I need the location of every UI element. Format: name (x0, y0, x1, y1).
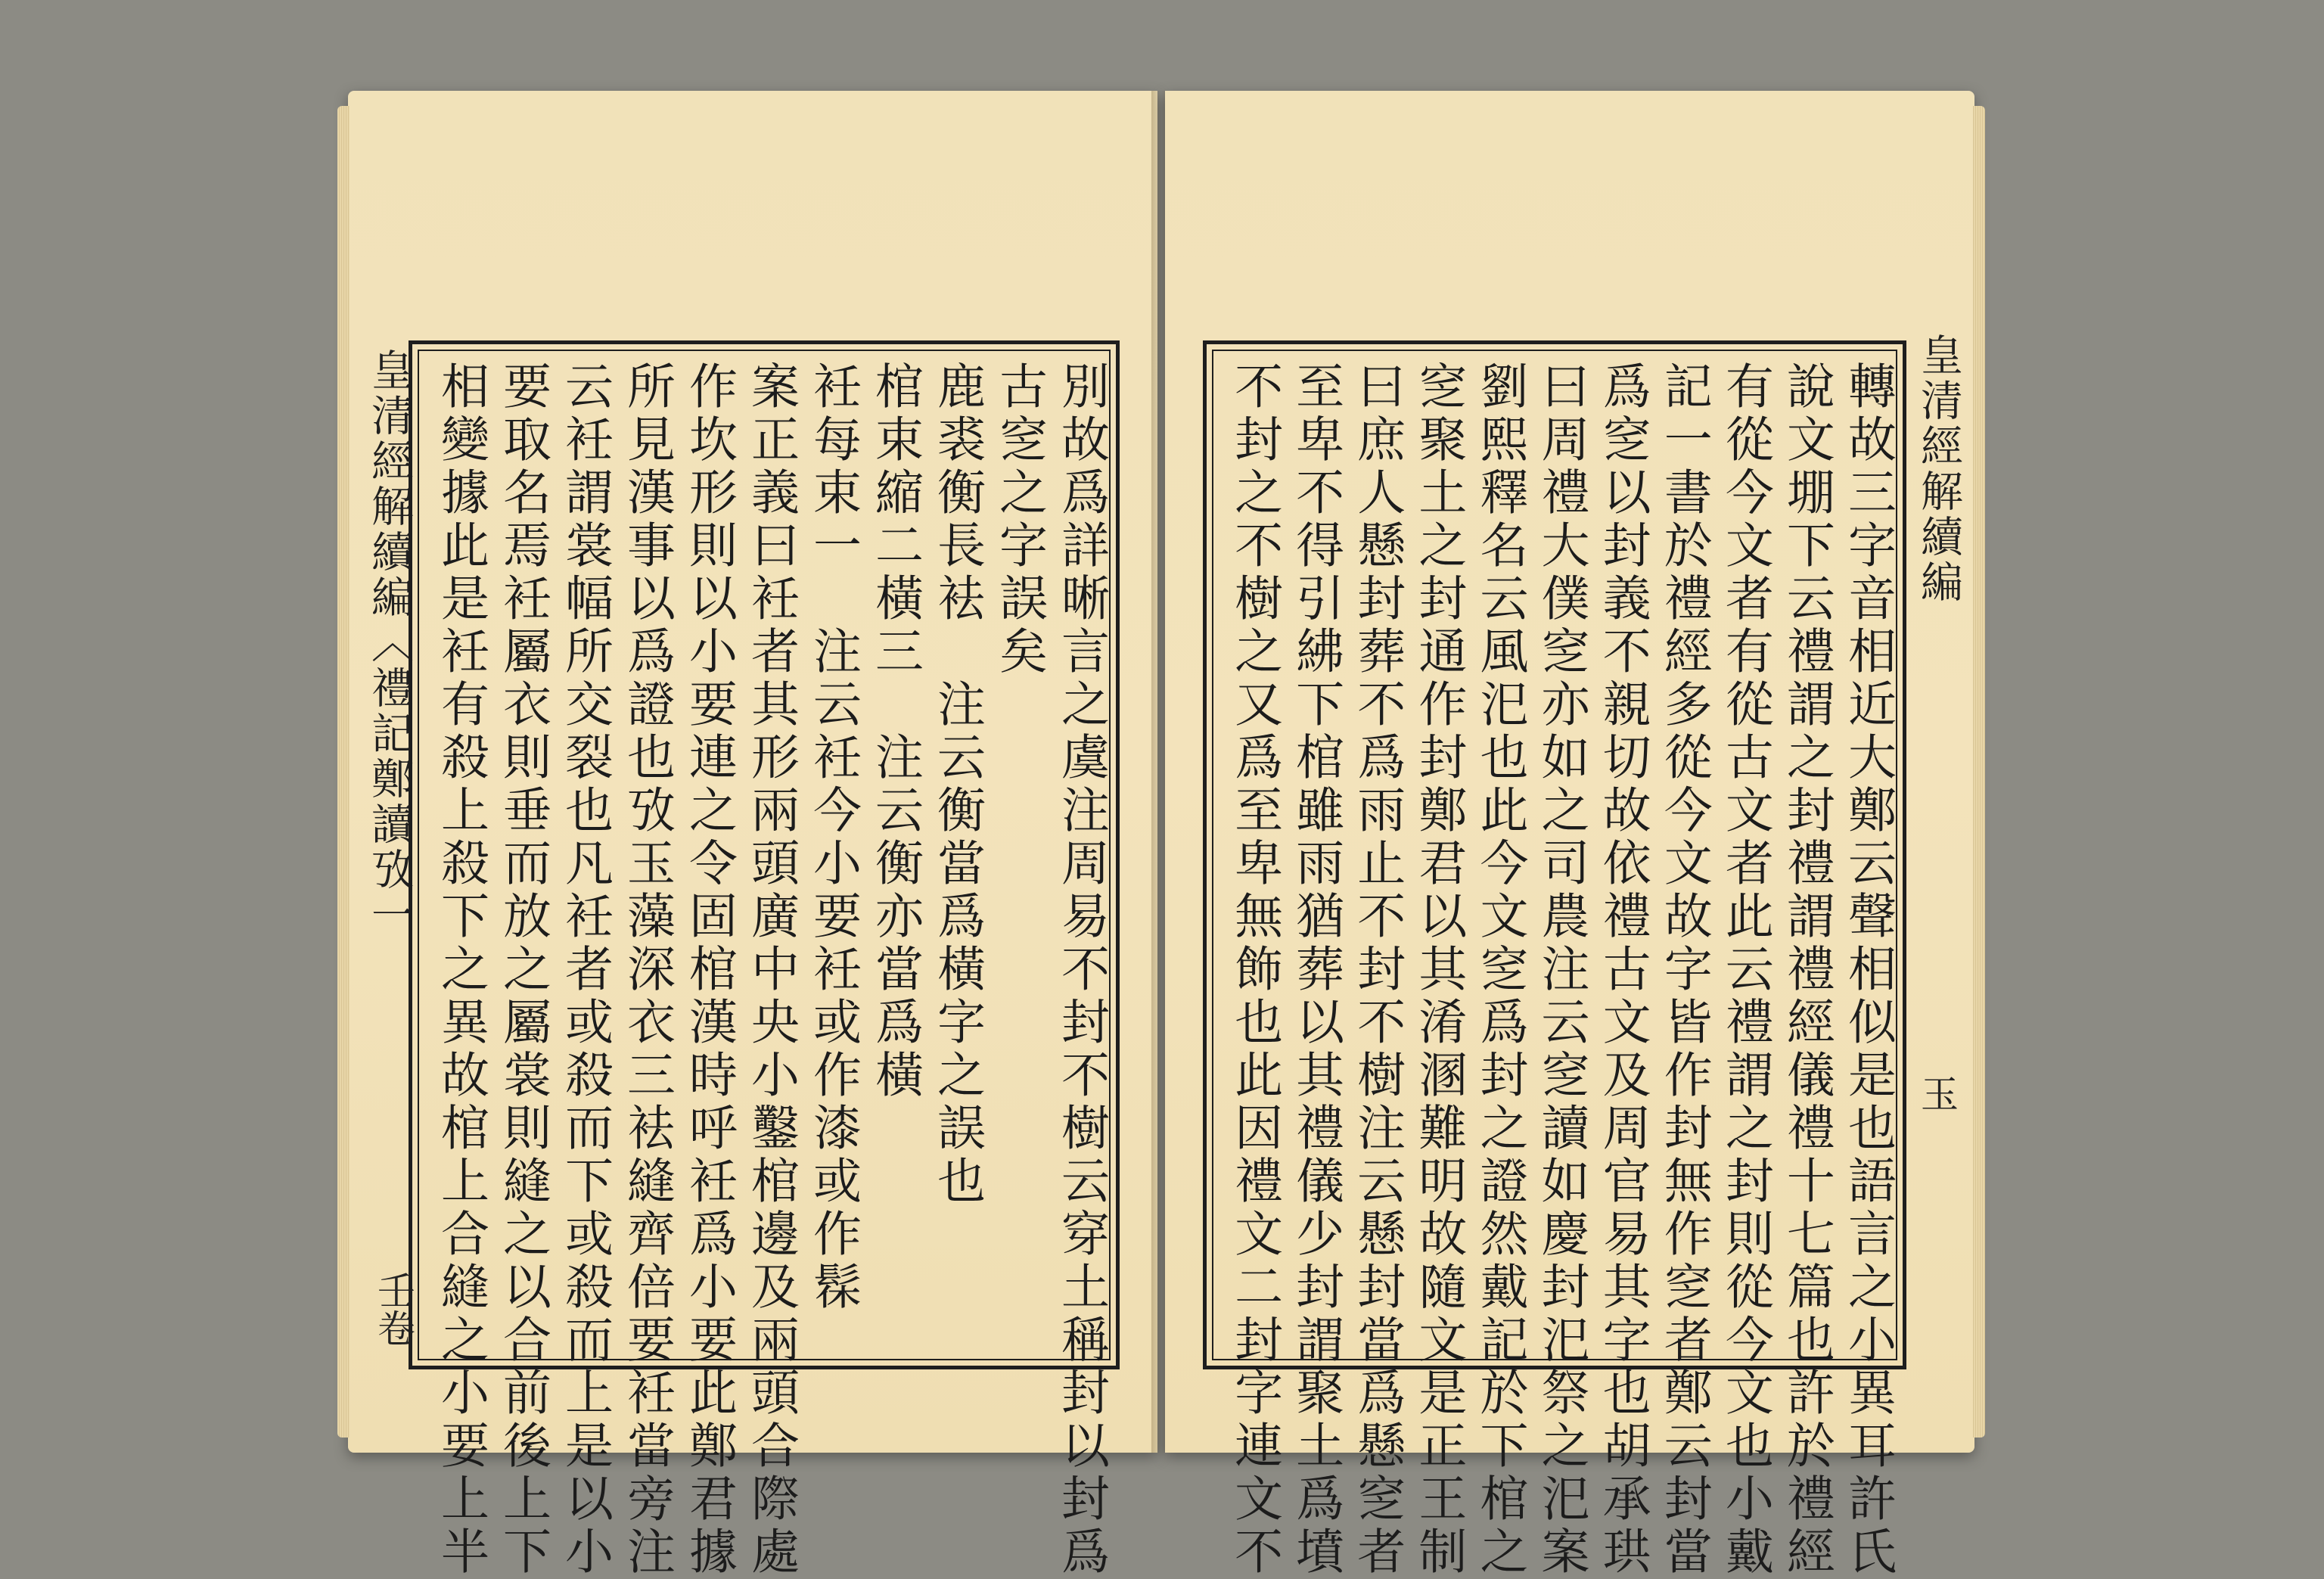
right-folio: 玉 (1915, 1074, 1959, 1112)
text-column: 鹿裘衡長袪 注云衡當爲橫字之誤也 (929, 361, 985, 1208)
text-column: 古窆之字誤矣 (991, 361, 1047, 679)
text-column: 所見漢事以爲證也攷玉藻深衣三袪縫齊倍要衽當旁注 (619, 361, 675, 1579)
right-text-frame (1203, 340, 1906, 1579)
right-columns (1217, 361, 1896, 1579)
fish-tail-mark: 〈 (365, 620, 414, 666)
text-column: 爲窆以封義不親切故依禮古文及周官易其字也胡承珙 (1594, 361, 1651, 1579)
left-text-frame (409, 340, 1120, 1579)
left-columns (423, 361, 1109, 1579)
left-folio: 壬卷 (371, 1271, 415, 1347)
text-column: 案正義曰衽者其形兩頭廣中央小鑿棺邊及兩頭合際處 (743, 361, 799, 1579)
right-margin-title: 皇清經解續編 (1914, 333, 1963, 605)
text-column: 衽每束一 注云衽今小要衽或作漆或作髹 (805, 361, 861, 1314)
text-column: 有從今文者有從古文者此云禮謂之封則從今文也小戴 (1717, 361, 1773, 1579)
text-column: 云衽謂裳幅所交裂也凡衽者或殺而下或殺而上是以小 (557, 361, 613, 1579)
text-column: 至卑不得引紼下棺雖雨猶葬以其禮儀少封謂聚土爲墳 (1288, 361, 1344, 1579)
text-column: 說文堋下云禮謂之封禮謂禮經儀禮十七篇也許於禮經 (1778, 361, 1835, 1579)
text-column: 記一書於禮經多從今文故字皆作封無作窆者鄭云封當 (1655, 361, 1712, 1579)
text-column: 相變據此是衽有殺上殺下之異故棺上合縫之小要上半 (433, 361, 489, 1579)
text-column: 要取名焉衽屬衣則垂而放之屬裳則縫之以合前後上下 (495, 361, 551, 1579)
text-column: 曰庶人懸封葬不爲雨止不封不樹注云懸封當爲懸窆者 (1349, 361, 1406, 1579)
text-column: 曰周禮大僕窆亦如之司農注云窆讀如慶封汜祭之汜案 (1533, 361, 1589, 1579)
text-column: 轉故三字音相近大鄭云聲相似是也語言之小異耳許氏 (1840, 361, 1896, 1579)
text-column: 別故爲詳晰言之虞注周易不封不樹云穿土稱封以封爲 (1053, 361, 1109, 1579)
text-column: 棺束縮二橫三 注云衡亦當爲橫 (867, 361, 923, 1102)
left-page (348, 91, 1157, 1579)
text-column: 不封之不樹之又爲至卑無飾也此因禮文二封字連文不 (1226, 361, 1283, 1579)
text-column: 劉熙釋名云風汜也此今文窆爲封之證然戴記於下棺之 (1471, 361, 1528, 1579)
open-book (348, 91, 1974, 1579)
text-column: 窆聚土之封通作封鄭君以其淆溷難明故隨文是正王制 (1410, 361, 1467, 1579)
left-margin-title: 皇清經解續編〈禮記鄭讀攷一 (365, 348, 414, 938)
text-column: 作坎形則以小要連之令固棺漢時呼衽爲小要此鄭君據 (681, 361, 737, 1579)
right-page (1165, 91, 1974, 1579)
